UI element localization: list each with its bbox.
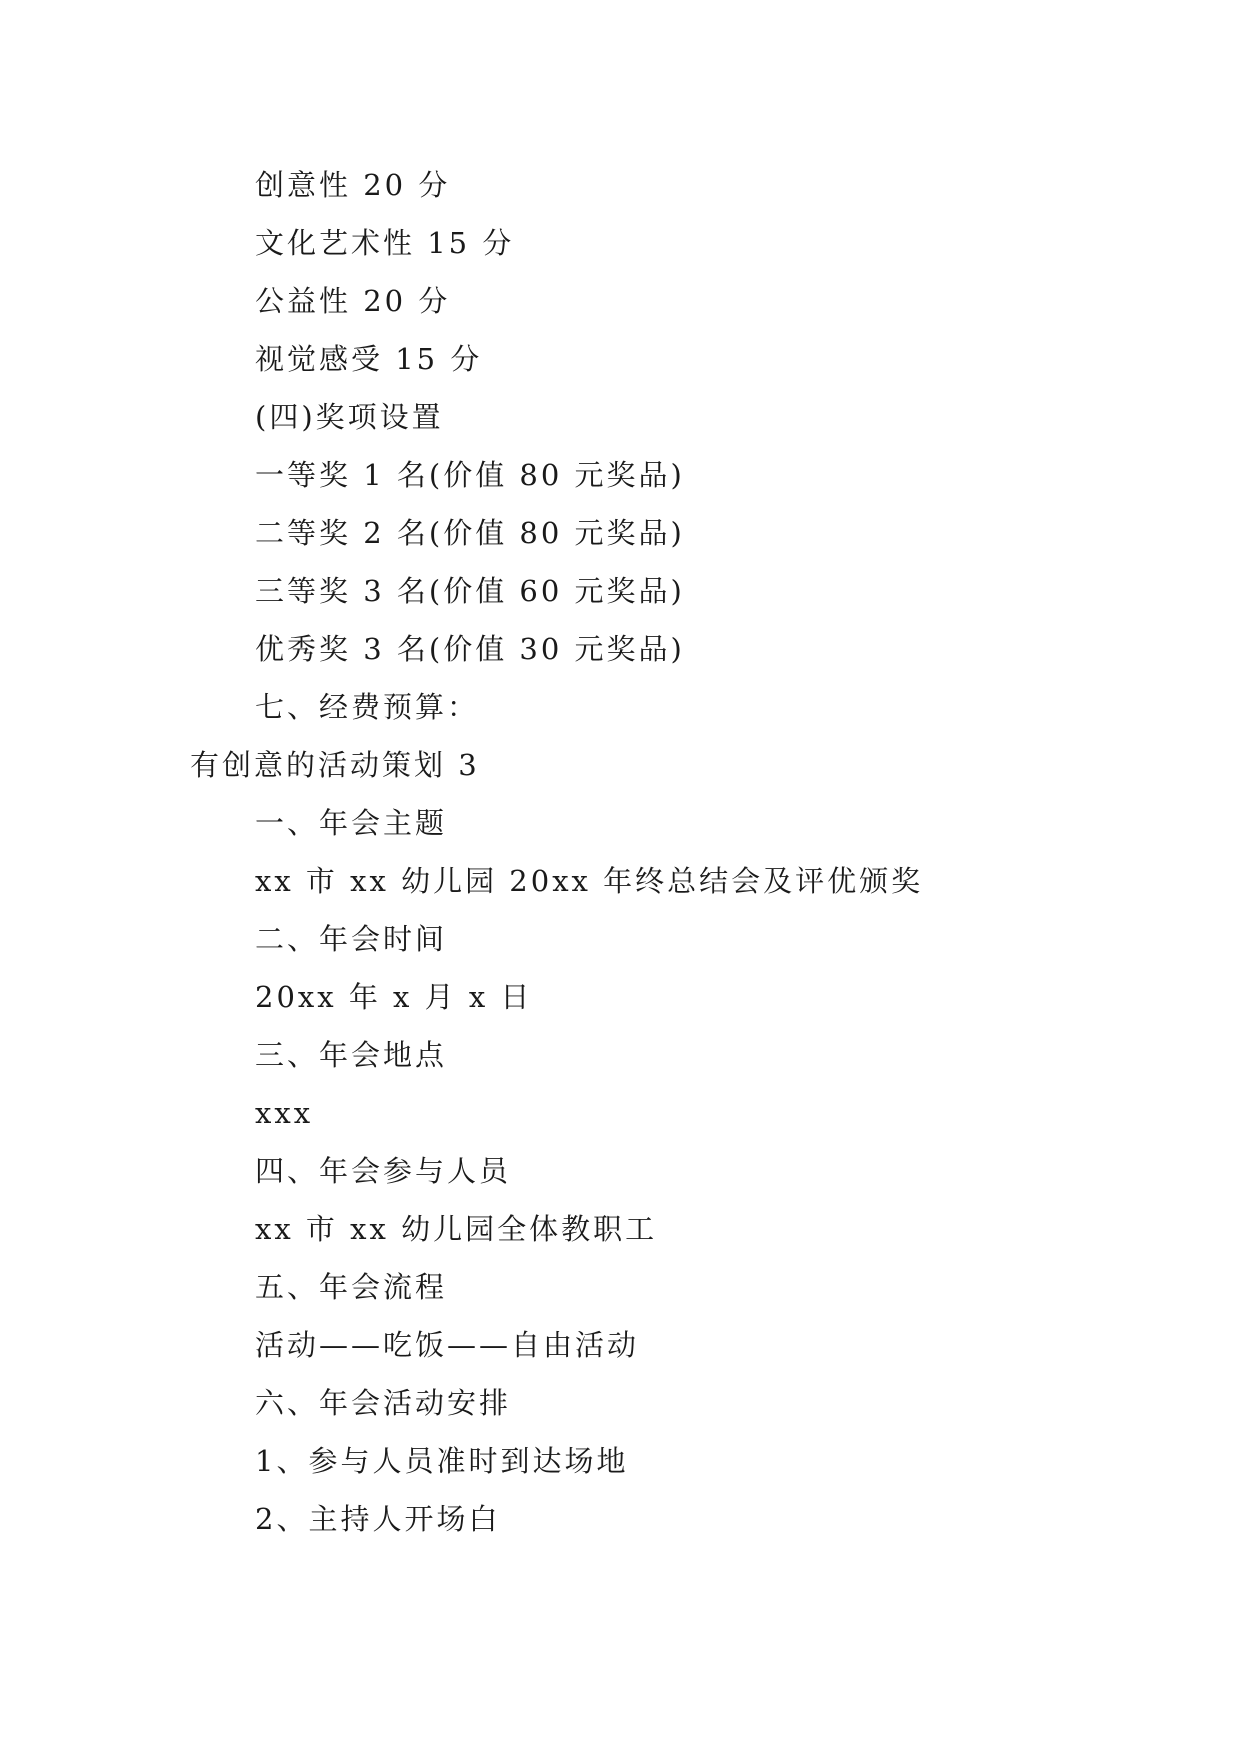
criteria-public-welfare: 公益性 20 分 (255, 284, 451, 318)
venue-heading: 三、年会地点 (255, 1038, 448, 1072)
budget-heading: 七、经费预算： (255, 690, 480, 724)
awards-heading: (四)奖项设置 (255, 400, 444, 434)
document-body (0, 156, 1241, 1548)
participants-heading: 四、年会参与人员 (255, 1154, 512, 1188)
award-excellence: 优秀奖 3 名(价值 30 元奖品) (255, 632, 685, 666)
schedule-item: 2、主持人开场白 (255, 1502, 501, 1536)
award-third: 三等奖 3 名(价值 60 元奖品) (255, 574, 685, 608)
section-title: 有创意的活动策划 3 (190, 748, 480, 782)
theme-text: xx 市 xx 幼儿园 20xx 年终总结会及评优颁奖 (255, 864, 924, 898)
criteria-culture-art: 文化艺术性 15 分 (255, 226, 515, 260)
participants-text: xx 市 xx 幼儿园全体教职工 (255, 1212, 658, 1246)
time-heading: 二、年会时间 (255, 922, 448, 956)
flow-heading: 五、年会流程 (255, 1270, 448, 1304)
theme-heading: 一、年会主题 (255, 806, 448, 840)
award-second: 二等奖 2 名(价值 80 元奖品) (255, 516, 685, 550)
award-first: 一等奖 1 名(价值 80 元奖品) (255, 458, 685, 492)
schedule-item: 1、参与人员准时到达场地 (255, 1444, 629, 1478)
criteria-visual: 视觉感受 15 分 (255, 342, 483, 376)
venue-text: xxx (255, 1096, 314, 1130)
time-text: 20xx 年 x 月 x 日 (255, 980, 533, 1014)
schedule-heading: 六、年会活动安排 (255, 1386, 512, 1420)
flow-text: 活动——吃饭——自由活动 (255, 1328, 640, 1362)
criteria-creativity: 创意性 20 分 (255, 168, 451, 202)
